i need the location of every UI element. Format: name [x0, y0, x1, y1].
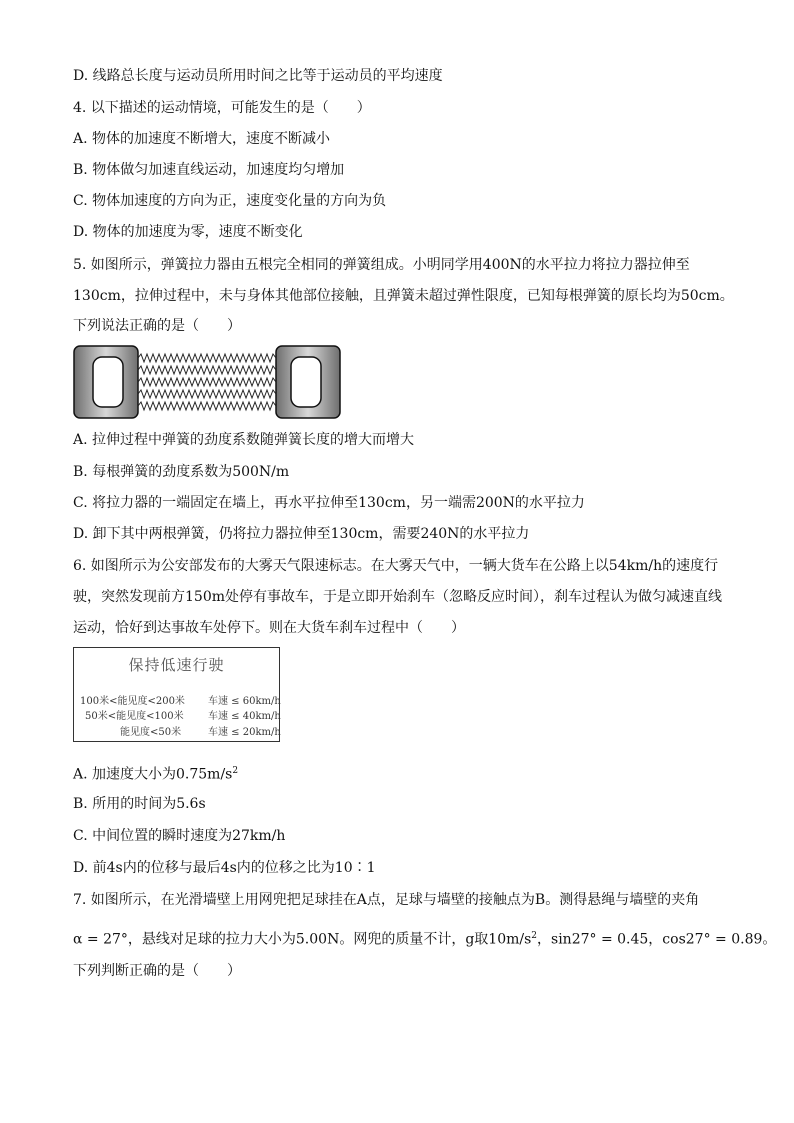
q3-option-d: D. 线路总长度与运动员所用时间之比等于运动员的平均速度 [73, 68, 443, 84]
spring [138, 390, 276, 398]
sign-visibility-3: 能见度<50米 [120, 727, 182, 738]
q4-option-d: D. 物体的加速度为零，速度不断变化 [73, 224, 303, 240]
spring [138, 354, 276, 362]
q7-stem-line3: 下列判断正确的是（ ） [73, 963, 241, 979]
q6-option-a [73, 761, 238, 785]
q6-option-b: B. 所用的时间为5.6s [73, 796, 206, 812]
q5-option-b: B. 每根弹簧的劲度系数为500N/m [73, 464, 290, 480]
q7-line2-sup: 2 [531, 931, 538, 941]
q6-option-a-sup: 2 [232, 766, 239, 776]
q7-stem-line2 [73, 926, 776, 950]
q7-line2-part2: ，sin27° = 0.45，cos27° = 0.89。 [537, 931, 777, 948]
right-handle [276, 346, 340, 418]
spring [138, 378, 276, 386]
q6-option-c: C. 中间位置的瞬时速度为27km/h [73, 828, 286, 844]
sign-visibility-1: 100米<能见度<200米 [80, 696, 185, 707]
q5-option-a: A. 拉伸过程中弹簧的劲度系数随弹簧长度的增大而增大 [73, 432, 415, 448]
left-handle [74, 346, 138, 418]
sign-limit-1: 车速 ≤ 60km/h [208, 696, 281, 707]
q7-stem-line1: 7. 如图所示，在光滑墙壁上用网兜把足球挂在A点，足球与墙壁的接触点为B。测得悬绳与墙壁的夹角 [73, 892, 700, 908]
q7-line2-part1: α = 27°，悬线对足球的拉力大小为5.00N。网兜的质量不计，g取10m/s [73, 931, 532, 948]
q5-stem-line3: 下列说法正确的是（ ） [73, 318, 241, 334]
q4-option-b: B. 物体做匀加速直线运动，加速度均匀增加 [73, 162, 345, 178]
sign-limit-2: 车速 ≤ 40km/h [208, 711, 281, 722]
q4-stem: 4. 以下描述的运动情境，可能发生的是（ ） [73, 100, 371, 116]
q6-option-a-text: A. 加速度大小为0.75m/s [73, 766, 233, 783]
spring-expander-figure [73, 345, 341, 419]
q6-stem-line2: 驶，突然发现前方150m处停有事故车，于是立即开始刹车（忽略反应时间），刹车过程认为做匀减速直线 [73, 589, 722, 605]
q5-option-c: C. 将拉力器的一端固定在墙上，再水平拉伸至130cm，另一端需200N的水平拉力 [73, 495, 585, 511]
spring [138, 402, 276, 410]
sign-visibility-2: 50米<能见度<100米 [85, 711, 184, 722]
q4-option-a: A. 物体的加速度不断增大，速度不断减小 [73, 131, 331, 147]
sign-limit-3: 车速 ≤ 20km/h [208, 727, 281, 738]
speed-limit-sign [73, 647, 280, 742]
q5-stem-line1: 5. 如图所示，弹簧拉力器由五根完全相同的弹簧组成。小明同学用400N的水平拉力将拉力器拉伸至 [73, 257, 690, 273]
sign-title: 保持低速行驶 [128, 656, 225, 674]
q5-option-d: D. 卸下其中两根弹簧，仍将拉力器拉伸至130cm，需要240N的水平拉力 [73, 526, 530, 542]
spring [138, 366, 276, 374]
q5-stem-line2: 130cm，拉伸过程中，未与身体其他部位接触，且弹簧未超过弹性限度，已知每根弹簧的原长均为50cm。 [73, 288, 734, 304]
q6-option-d: D. 前4s内的位移与最后4s内的位移之比为10∶1 [73, 860, 376, 876]
q4-option-c: C. 物体加速度的方向为正，速度变化量的方向为负 [73, 193, 387, 209]
q6-stem-line1: 6. 如图所示为公安部发布的大雾天气限速标志。在大雾天气中，一辆大货车在公路上以54km/h的速度行 [73, 558, 719, 574]
q6-stem-line3: 运动，恰好到达事故车处停下。则在大货车刹车过程中（ ） [73, 620, 465, 636]
springs [138, 354, 276, 410]
